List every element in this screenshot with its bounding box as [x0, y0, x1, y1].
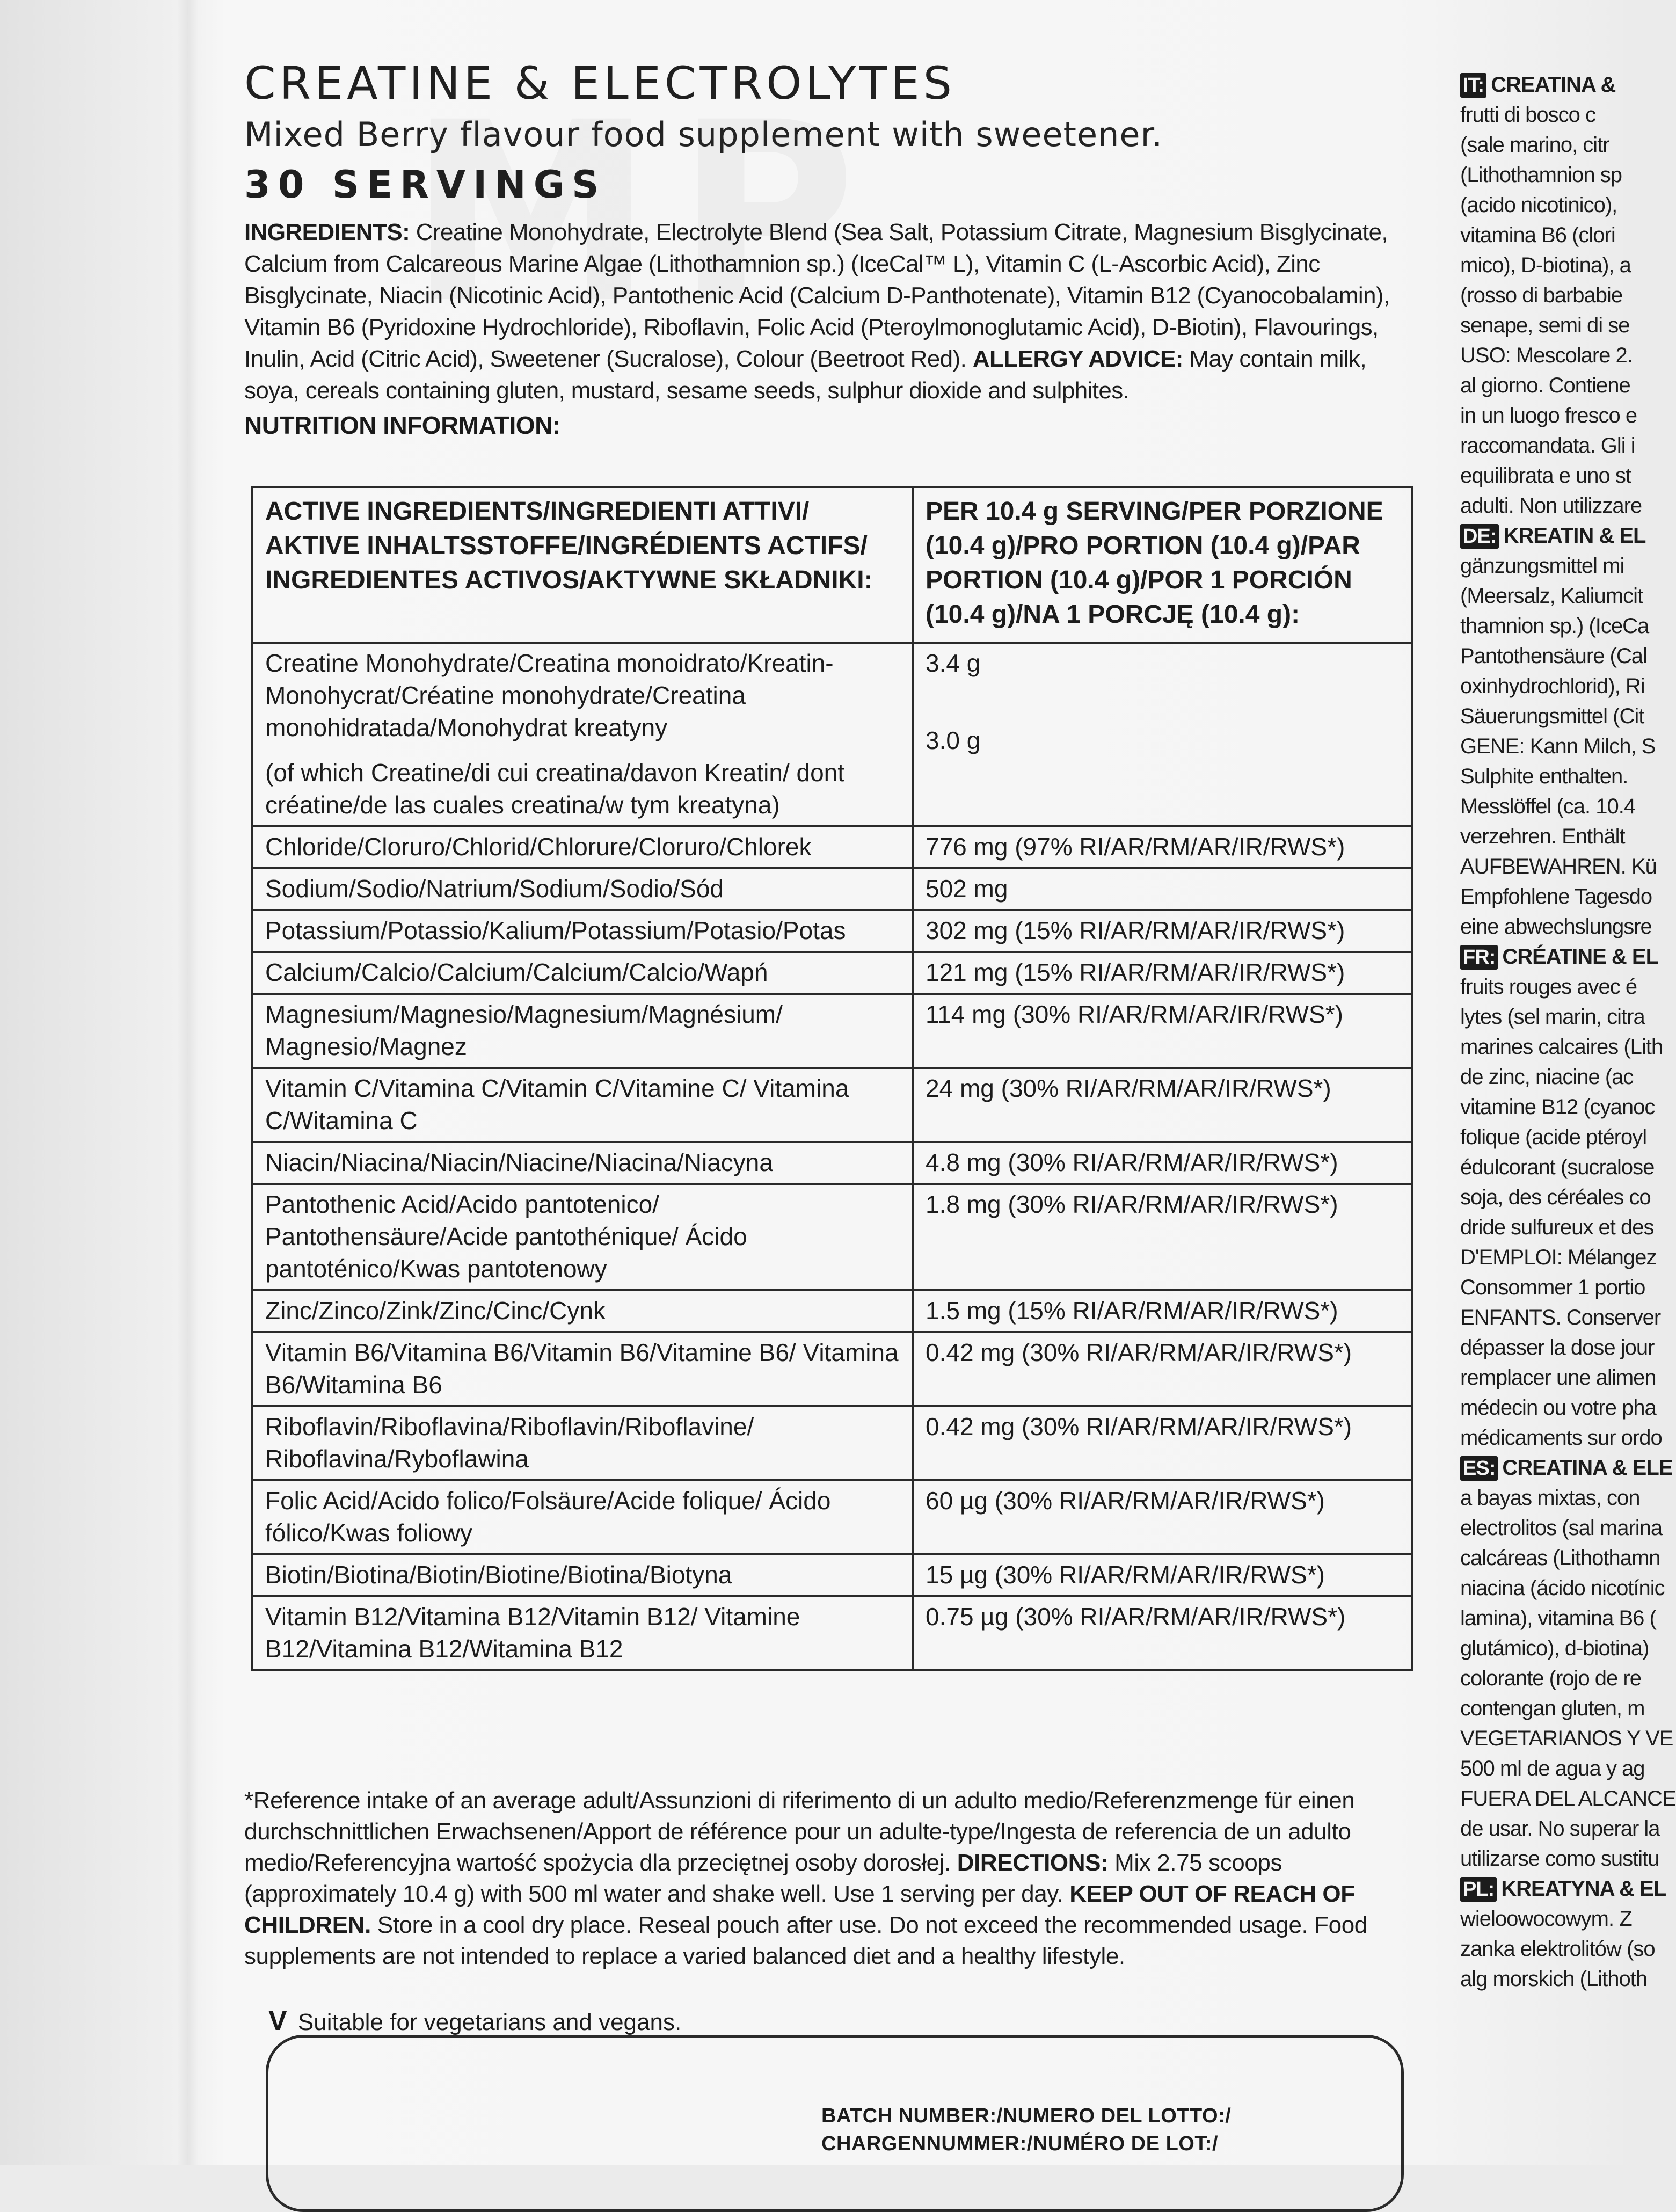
keep-out-label: KEEP OUT OF REACH OF CHILDREN.	[244, 1881, 1355, 1938]
table-row	[252, 1406, 1412, 1480]
nutrition-header-row	[252, 487, 1412, 643]
ingredients-paragraph	[244, 216, 1425, 406]
nutrient-value: 60 µg (30% RI/AR/RM/AR/IR/RWS*)	[913, 1480, 1412, 1554]
side-text: ENFANTS. Conserver	[1460, 1306, 1661, 1329]
vegan-v-icon: V	[268, 2005, 287, 2036]
side-text-line	[1460, 912, 1652, 942]
side-text-line	[1460, 1272, 1645, 1303]
translations-column	[1460, 70, 1676, 2164]
side-text-line	[1460, 1814, 1660, 1844]
footnote-paragraph	[244, 1785, 1425, 1972]
side-text: (Meersalz, Kaliumcit	[1460, 584, 1643, 608]
side-text-line	[1460, 1633, 1649, 1663]
side-text: KREATYNA & EL	[1501, 1877, 1666, 1901]
side-text-line	[1460, 1152, 1655, 1182]
nutrient-name: Pantothenic Acid/Acido pantotenico/ Pantothensäure/Acide pantothénique/ Ácido pantoténico/Kwas pantotenowy	[252, 1184, 913, 1290]
side-text: in un luogo fresco e	[1460, 404, 1637, 427]
batch-line-2: CHARGENNUMMER:/NUMÉRO DE LOT:/	[821, 2133, 1219, 2155]
table-row	[252, 1142, 1412, 1184]
nutrient-name: Potassium/Potassio/Kalium/Potassium/Potasio/Potas	[252, 910, 913, 952]
side-text: de usar. No superar la	[1460, 1817, 1660, 1840]
side-text: CREATINA & ELE	[1502, 1456, 1673, 1480]
side-text-line	[1460, 852, 1657, 882]
side-text: (rosso di barbabie	[1460, 283, 1623, 307]
table-row	[252, 1184, 1412, 1290]
side-text: VEGETARIANOS Y VE	[1460, 1727, 1673, 1750]
side-text-line	[1460, 431, 1635, 461]
creatine-sub-name: (of which Creatine/di cui creatina/davon Kreatin/ dont créatine/de las cuales creatina/w tym kreatyna)	[265, 759, 845, 819]
side-text-line	[1460, 1603, 1656, 1633]
nutrient-name: Vitamin B12/Vitamina B12/Vitamin B12/ Vitamine B12/Vitamina B12/Witamina B12	[252, 1596, 913, 1670]
header-per-serving: PER 10.4 g SERVING/PER PORZIONE (10.4 g)/PRO PORTION (10.4 g)/PAR PORTION (10.4 g)/POR 1 PORCIÓN (10.4 g)/NA 1 PORCJĘ (10.4 g):	[913, 487, 1412, 643]
ingredients-label: INGREDIENTS:	[244, 219, 410, 245]
side-text: marines calcaires (Lith	[1460, 1035, 1663, 1059]
side-text: Consommer 1 portio	[1460, 1276, 1645, 1299]
side-text: FUERA DEL ALCANCE	[1460, 1787, 1676, 1810]
side-text-line	[1460, 1904, 1632, 1934]
side-text-line	[1460, 1513, 1663, 1543]
nutrient-value: 502 mg	[913, 868, 1412, 910]
nutrient-name: Riboflavin/Riboflavina/Riboflavin/Riboflavine/ Riboflavina/Ryboflawina	[252, 1406, 913, 1480]
side-text: al giorno. Contiene	[1460, 374, 1630, 397]
side-text-line	[1460, 611, 1649, 641]
side-text-line	[1460, 1122, 1647, 1152]
side-text: USO: Mescolare 2.	[1460, 344, 1633, 367]
side-text: folique (acide ptéroyl	[1460, 1125, 1647, 1149]
nutrient-value: 15 µg (30% RI/AR/RM/AR/IR/RWS*)	[913, 1554, 1412, 1596]
vegan-statement	[268, 2005, 681, 2038]
nutrition-table	[251, 486, 1413, 1671]
directions-text: Mix 2.75 scoops (approximately 10.4 g) with 500 ml water and shake well. Use 1 serving per day.	[244, 1850, 1282, 1907]
nutrition-title: NUTRITION INFORMATION:	[244, 411, 560, 439]
side-text: zanka elektrolitów (so	[1460, 1937, 1655, 1961]
side-text-line	[1460, 761, 1628, 791]
side-text-line	[1460, 491, 1642, 521]
nutrient-name: Chloride/Cloruro/Chlorid/Chlorure/Cloruro/Chlorek	[252, 826, 913, 868]
batch-line-1: BATCH NUMBER:/NUMERO DEL LOTTO:/	[821, 2105, 1232, 2127]
side-text-line	[1460, 461, 1631, 491]
side-text: Sulphite enthalten.	[1460, 765, 1628, 788]
side-text-line	[1460, 1453, 1673, 1483]
language-tag: DE:	[1460, 524, 1499, 549]
side-text-line	[1460, 972, 1637, 1002]
side-text: Säuerungsmittel (Cit	[1460, 704, 1644, 728]
side-text-line	[1460, 942, 1659, 972]
creatine-name: Creatine Monohydrate/Creatina monoidrato/Kreatin-Monohycrat/Créatine monohydrate/Creatina monohidratada/Monohydrat kreatyny	[265, 649, 834, 741]
side-text: KREATIN & EL	[1503, 524, 1646, 548]
side-text-line	[1460, 551, 1623, 581]
table-row	[252, 1596, 1412, 1670]
side-text: gänzungsmittel mi	[1460, 554, 1624, 578]
side-text-line	[1460, 401, 1637, 431]
side-text: electrolitos (sal marina	[1460, 1516, 1663, 1540]
side-text: de zinc, niacine (ac	[1460, 1065, 1634, 1089]
batch-label	[821, 2102, 1231, 2158]
side-text-line	[1460, 190, 1623, 220]
side-text: CREATINA &	[1491, 73, 1616, 97]
side-text: édulcorant (sucralose	[1460, 1155, 1655, 1179]
side-text-line	[1460, 160, 1623, 190]
side-text: senape, semi di se	[1460, 314, 1630, 337]
side-text: calcáreas (Lithothamn	[1460, 1546, 1660, 1570]
table-row	[252, 910, 1412, 952]
language-tag: PL:	[1460, 1877, 1497, 1902]
side-text-line	[1460, 1934, 1655, 1964]
side-text-line	[1460, 100, 1623, 130]
side-text-line	[1460, 340, 1633, 370]
side-text-line	[1460, 521, 1646, 551]
table-row-creatine	[252, 643, 1412, 826]
side-text-line	[1460, 821, 1623, 852]
side-text: dride sulfureux et des	[1460, 1216, 1654, 1239]
side-text-line	[1460, 581, 1643, 611]
side-text-line	[1460, 1543, 1660, 1573]
reference-intake-note: *Reference intake of an average adult/Assunzioni di riferimento di un adulto medio/Referenzmenge für einen durchschnittlichen Erwachsenen/Apport de référence pour un adulte-type/Ingesta de referencia de un adulto medio/Referencyjna wartość spożycia dla przeciętnej osoby dorosłej.	[244, 1787, 1355, 1876]
side-text: colorante (rojo de re	[1460, 1667, 1641, 1690]
side-text-line	[1460, 1363, 1656, 1393]
creatine-value: 3.4 g	[926, 649, 981, 677]
nutrient-value: 776 mg (97% RI/AR/RM/AR/IR/RWS*)	[913, 826, 1412, 868]
table-row	[252, 994, 1412, 1068]
label-main-column	[244, 56, 1425, 442]
nutrient-name: Sodium/Sodio/Natrium/Sodium/Sodio/Sód	[252, 868, 913, 910]
side-text-line	[1460, 791, 1636, 821]
side-text: alg morskich (Lithoth	[1460, 1967, 1648, 1991]
side-text-line	[1460, 1663, 1641, 1693]
side-text: médicaments sur ordo	[1460, 1426, 1662, 1450]
side-text-line	[1460, 1182, 1651, 1212]
pouch-fold-shadow	[177, 0, 199, 2165]
side-text: dépasser la dose jour	[1460, 1336, 1655, 1359]
side-text: 500 ml de agua y ag	[1460, 1757, 1645, 1780]
side-text-line	[1460, 250, 1631, 280]
side-text: soja, des céréales co	[1460, 1185, 1651, 1209]
side-text: médecin ou votre pha	[1460, 1396, 1656, 1420]
side-text: adulti. Non utilizzare	[1460, 494, 1642, 518]
vegan-text: Suitable for vegetarians and vegans.	[297, 2009, 682, 2035]
nutrient-value: 24 mg (30% RI/AR/RM/AR/IR/RWS*)	[913, 1068, 1412, 1142]
side-text-line	[1460, 1483, 1640, 1513]
nutrient-value: 302 mg (15% RI/AR/RM/AR/IR/RWS*)	[913, 910, 1412, 952]
side-text-line	[1460, 1723, 1673, 1753]
side-text-line	[1460, 1333, 1655, 1363]
table-row	[252, 1068, 1412, 1142]
side-text-line	[1460, 641, 1647, 671]
nutrient-name: Zinc/Zinco/Zink/Zinc/Cinc/Cynk	[252, 1290, 913, 1332]
side-text-line	[1460, 701, 1644, 731]
side-text-line	[1460, 1753, 1645, 1784]
header-active-ingredients: ACTIVE INGREDIENTS/INGREDIENTI ATTIVI/ AKTIVE INHALTSSTOFFE/INGRÉDIENTS ACTIFS/ INGREDIENTES ACTIVOS/AKTYWNE SKŁADNIKI:	[252, 487, 913, 643]
side-text: utilizarse como sustitu	[1460, 1847, 1659, 1871]
side-text: (acido nicotinico),	[1460, 193, 1617, 217]
side-text-line	[1460, 1032, 1663, 1062]
side-text-line	[1460, 280, 1623, 310]
nutrient-name: Magnesium/Magnesio/Magnesium/Magnésium/ Magnesio/Magnez	[252, 994, 913, 1068]
side-text: wieloowocowym. Z	[1460, 1907, 1632, 1931]
side-text: eine abwechslungsre	[1460, 915, 1652, 938]
side-text-line	[1460, 1212, 1654, 1242]
side-text: Messlöffel (ca. 10.4	[1460, 795, 1636, 818]
side-text: Pantothensäure (Cal	[1460, 644, 1647, 668]
side-text: glutámico), d-biotina)	[1460, 1636, 1649, 1660]
ingredients-text: Creatine Monohydrate, Electrolyte Blend (Sea Salt, Potassium Citrate, Magnesium Bisglycinate, Calcium from Calcareous Marine Algae (Lithothamnion sp.) (IceCal™ L), Vitamin C (L-Ascorbic Acid), Zinc Bisglycinate, Niacin (Nicotinic Acid), Pantothenic Acid (Calcium D-Panthotenate), Vitamin B12 (Cyanocobalamin), Vitamin B6 (Pyridoxine Hydrochloride), Riboflavin, Folic Acid (Pteroylmonoglutamic Acid), D-Biotin), Flavourings, Inulin, Acid (Citric Acid), Sweetener (Sucralose), Colour (Beetroot Red).	[244, 219, 1390, 372]
side-text-line	[1460, 130, 1623, 160]
table-row	[252, 1480, 1412, 1554]
side-text: vitamine B12 (cyanoc	[1460, 1095, 1655, 1119]
side-text-line	[1460, 1784, 1676, 1814]
nutrient-value: 114 mg (30% RI/AR/RM/AR/IR/RWS*)	[913, 994, 1412, 1068]
side-text: GENE: Kann Milch, S	[1460, 734, 1656, 758]
side-text-line	[1460, 731, 1656, 761]
directions-label: DIRECTIONS:	[957, 1850, 1109, 1876]
side-text: a bayas mixtas, con	[1460, 1486, 1640, 1510]
creatine-value-cell	[913, 643, 1412, 826]
side-text: (sale marino, citr	[1460, 133, 1609, 157]
nutrient-value: 1.5 mg (15% RI/AR/RM/AR/IR/RWS*)	[913, 1290, 1412, 1332]
allergy-label: ALLERGY ADVICE:	[972, 346, 1183, 372]
language-tag: IT:	[1460, 73, 1486, 98]
table-row	[252, 826, 1412, 868]
nutrient-name: Niacin/Niacina/Niacin/Niacine/Niacina/Niacyna	[252, 1142, 913, 1184]
side-text-line	[1460, 1874, 1666, 1904]
side-text-line	[1460, 671, 1645, 701]
side-text: remplacer une alimen	[1460, 1366, 1656, 1389]
side-text-line	[1460, 1242, 1657, 1272]
side-text: vitamina B6 (clori	[1460, 223, 1615, 247]
side-text: thamnion sp.) (IceCa	[1460, 614, 1649, 638]
side-text-line	[1460, 1573, 1665, 1603]
side-text-line	[1460, 1423, 1662, 1453]
nutrient-name: Vitamin B6/Vitamina B6/Vitamin B6/Vitamine B6/ Vitamina B6/Witamina B6	[252, 1332, 913, 1406]
side-text-line	[1460, 1002, 1645, 1032]
side-text: oxinhydrochlorid), Ri	[1460, 674, 1645, 698]
table-row	[252, 1332, 1412, 1406]
side-text: fruits rouges avec é	[1460, 975, 1637, 999]
allergy-text: May contain milk, soya, cereals containing gluten, mustard, sesame seeds, sulphur dioxide and sulphites.	[244, 346, 1367, 404]
nutrient-value: 0.42 mg (30% RI/AR/RM/AR/IR/RWS*)	[913, 1406, 1412, 1480]
side-text-line	[1460, 220, 1623, 250]
creatine-sub-value: 3.0 g	[926, 726, 981, 754]
product-title: CREATINE & ELECTROLYTES	[244, 57, 956, 110]
side-text: Empfohlene Tagesdo	[1460, 885, 1652, 908]
nutrient-name: Vitamin C/Vitamina C/Vitamin C/Vitamine C/ Vitamina C/Witamina C	[252, 1068, 913, 1142]
product-subtitle: Mixed Berry flavour food supplement with sweetener.	[244, 115, 1163, 154]
side-text: lamina), vitamina B6 (	[1460, 1606, 1656, 1630]
nutrient-value: 0.42 mg (30% RI/AR/RM/AR/IR/RWS*)	[913, 1332, 1412, 1406]
table-row	[252, 952, 1412, 994]
side-text: CRÉATINE & EL	[1502, 945, 1659, 969]
side-text-line	[1460, 882, 1652, 912]
side-text-line	[1460, 1693, 1645, 1723]
side-text-line	[1460, 1062, 1634, 1092]
side-text: frutti di bosco c	[1460, 103, 1596, 127]
nutrient-value: 1.8 mg (30% RI/AR/RM/AR/IR/RWS*)	[913, 1184, 1412, 1290]
nutrient-name: Biotin/Biotina/Biotin/Biotine/Biotina/Biotyna	[252, 1554, 913, 1596]
language-tag: ES:	[1460, 1456, 1498, 1481]
nutrient-value: 0.75 µg (30% RI/AR/RM/AR/IR/RWS*)	[913, 1596, 1412, 1670]
side-text-line	[1460, 310, 1630, 340]
side-text: (Lithothamnion sp	[1460, 163, 1622, 187]
side-text: D'EMPLOI: Mélangez	[1460, 1246, 1657, 1269]
nutrient-value: 4.8 mg (30% RI/AR/RM/AR/IR/RWS*)	[913, 1142, 1412, 1184]
side-text-line	[1460, 1092, 1655, 1122]
creatine-name-cell	[252, 643, 913, 826]
side-text: lytes (sel marin, citra	[1460, 1005, 1645, 1029]
side-text: mico), D-biotina), a	[1460, 253, 1631, 277]
table-row	[252, 1290, 1412, 1332]
side-text-line	[1460, 1844, 1659, 1874]
storage-text: Store in a cool dry place. Reseal pouch after use. Do not exceed the recommended usage. Food supplements are not intended to replace a varied balanced diet and a healthy lifestyle.	[244, 1912, 1367, 1969]
language-tag: FR:	[1460, 945, 1498, 970]
side-text: raccomandata. Gli i	[1460, 434, 1635, 457]
side-text-line	[1460, 70, 1623, 100]
side-text-line	[1460, 1964, 1648, 1994]
table-row	[252, 1554, 1412, 1596]
nutrient-name: Folic Acid/Acido folico/Folsäure/Acide folique/ Ácido fólico/Kwas foliowy	[252, 1480, 913, 1554]
side-text: AUFBEWAHREN. Kü	[1460, 855, 1657, 878]
side-text-line	[1460, 1303, 1661, 1333]
table-row	[252, 868, 1412, 910]
side-text: equilibrata e uno st	[1460, 464, 1631, 487]
side-text-line	[1460, 1393, 1656, 1423]
nutrient-name: Calcium/Calcio/Calcium/Calcium/Calcio/Wapń	[252, 952, 913, 994]
side-text: niacina (ácido nicotínic	[1460, 1576, 1665, 1600]
side-text: contengan gluten, m	[1460, 1697, 1645, 1720]
servings-count: 30 SERVINGS	[244, 163, 607, 207]
side-text-line	[1460, 370, 1630, 401]
nutrient-value: 121 mg (15% RI/AR/RM/AR/IR/RWS*)	[913, 952, 1412, 994]
side-text: verzehren. Enthält	[1460, 825, 1625, 848]
